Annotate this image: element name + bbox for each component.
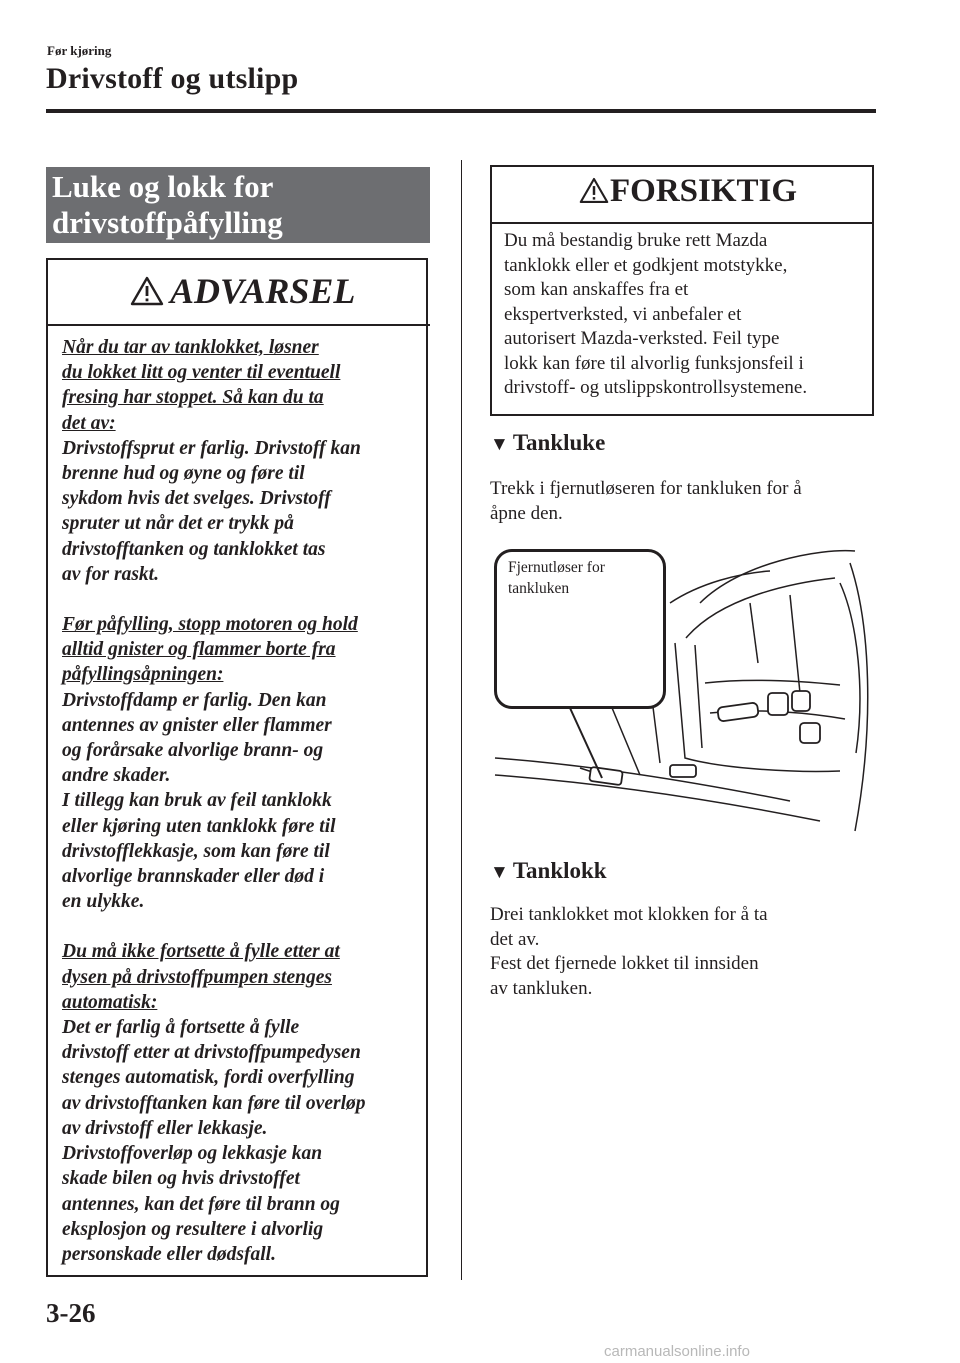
warning-paragraph	[62, 335, 424, 587]
warning-body-line: Drivstoffoverløp og lekkasje kan	[62, 1143, 323, 1165]
warning-body-line: eksplosjon og resultere i alvorlig	[62, 1218, 324, 1240]
section-title-line: Luke og lokk for	[52, 169, 274, 204]
warning-body-line: Drivstoffsprut er farlig. Drivstoff kan	[62, 437, 361, 459]
warning-text	[62, 335, 424, 1292]
warning-paragraph	[62, 612, 424, 914]
warning-body-line: antennes av gnister eller flammer	[62, 714, 332, 736]
warning-body-line: drivstofftanken og tanklokket tas	[62, 538, 326, 560]
warning-body-line: eller kjøring uten tanklokk føre til	[62, 815, 336, 837]
caution-line: drivstoff- og utslippskontrollsystemene.	[504, 377, 808, 398]
warning-body-line: drivstoff etter at drivstoffpumpedysen	[62, 1042, 361, 1064]
bullet-triangle-icon: ▼	[490, 862, 509, 883]
warning-lead-line: alltid gnister og flammer borte fra	[62, 639, 336, 661]
tanklokk-text	[490, 903, 870, 1001]
warning-body-line: skade bilen og hvis drivstoffet	[62, 1168, 300, 1190]
warning-body-line: sykdom hvis det svelges. Drivstoff	[62, 488, 331, 510]
tankluke-heading	[490, 430, 605, 456]
warning-body-line: en ulykke.	[62, 891, 145, 913]
tanklokk-line: av tankluken.	[490, 977, 593, 999]
warning-title: ADVARSEL	[170, 271, 356, 311]
warning-body-line: Det er farlig å fortsette å fylle	[62, 1017, 300, 1039]
caution-line: lokk kan føre til alvorlig funksjonsfeil i	[504, 352, 804, 374]
callout-line: Fjernutløser for	[508, 559, 605, 576]
callout-line: tankluken	[508, 580, 570, 597]
warning-header-rule	[46, 324, 430, 326]
page-number: 3-26	[46, 1298, 96, 1328]
warning-lead-line: dysen på drivstoffpumpen stenges	[62, 966, 332, 988]
caution-line: ekspertverksted, vi anbefaler et	[504, 303, 742, 325]
warning-lead-line: påfyllingsåpningen:	[62, 664, 224, 686]
warning-body-line: Drivstoffdamp er farlig. Den kan	[62, 689, 327, 711]
warning-body-line: spruter ut når det er trykk på	[62, 513, 294, 535]
warning-body-line: drivstofflekkasje, som kan føre til	[62, 840, 330, 862]
tankluke-line: Trekk i fjernutløseren for tankluken for å	[490, 478, 802, 499]
warning-body-line: av drivstoff eller lekkasje.	[62, 1117, 268, 1139]
tanklokk-line: Fest det fjernede lokket til innsiden	[490, 953, 759, 974]
callout-label	[508, 557, 605, 599]
caution-line: som kan anskaffes fra et	[504, 279, 689, 300]
warning-body-line: av for raskt.	[62, 563, 159, 585]
warning-body-line: I tillegg kan bruk av feil tanklokk	[62, 790, 332, 812]
section-title	[52, 169, 422, 241]
warning-body-line: av drivstofftanken kan føre til overløp	[62, 1092, 366, 1114]
warning-lead-line: fresing har stoppet. Så kan du ta	[62, 387, 324, 409]
tankluke-text	[490, 477, 870, 526]
tanklokk-line: det av.	[490, 928, 540, 950]
warning-lead-line: Du må ikke fortsette å fylle etter at	[62, 941, 340, 963]
column-divider	[461, 160, 462, 1280]
header-rule	[46, 109, 876, 113]
warning-lead-line: automatisk:	[62, 991, 158, 1013]
warning-body-line: andre skader.	[62, 765, 171, 787]
tanklokk-line: Drei tanklokket mot klokken for å ta	[490, 904, 768, 925]
warning-lead-line: det av:	[62, 412, 116, 434]
warning-body-line: personskade eller dødsfall.	[62, 1243, 276, 1265]
caution-text	[504, 229, 868, 401]
warning-lead-line: du lokket litt og venter til eventuell	[62, 362, 341, 384]
caution-line: autorisert Mazda-verksted. Feil type	[504, 328, 780, 349]
tankluke-line: åpne den.	[490, 502, 563, 524]
bullet-triangle-icon: ▼	[490, 434, 509, 455]
section-title-line: drivstoffpåfylling	[52, 205, 283, 240]
tanklokk-heading-text: Tanklokk	[512, 858, 607, 883]
caution-title: FORSIKTIG	[610, 173, 798, 209]
tankluke-heading-text: Tankluke	[512, 430, 606, 455]
warning-body-line: stenges automatisk, fordi overfylling	[62, 1067, 355, 1089]
warning-body-line: alvorlige brannskader eller død i	[62, 866, 325, 888]
chapter-label: Før kjøring	[47, 43, 112, 58]
warning-body-line: og forårsake alvorlige brann- og	[62, 740, 324, 762]
warning-lead-line: Når du tar av tanklokket, løsner	[62, 337, 319, 358]
watermark: carmanualsonline.info	[604, 1343, 750, 1360]
caution-triangle-icon	[579, 177, 609, 204]
warning-body-line: antennes, kan det føre til brann og	[62, 1193, 340, 1215]
caution-line: Du må bestandig bruke rett Mazda	[504, 230, 768, 251]
caution-header-rule	[490, 222, 874, 224]
tanklokk-heading	[490, 858, 607, 884]
caution-line: tanklokk eller et godkjent motstykke,	[504, 254, 788, 276]
page-title: Drivstoff og utslipp	[46, 62, 299, 95]
warning-triangle-icon	[130, 276, 164, 306]
warning-body-line: brenne hud og øyne og føre til	[62, 463, 305, 485]
warning-paragraph	[62, 939, 424, 1267]
warning-lead-line: Før påfylling, stopp motoren og hold	[62, 614, 358, 636]
